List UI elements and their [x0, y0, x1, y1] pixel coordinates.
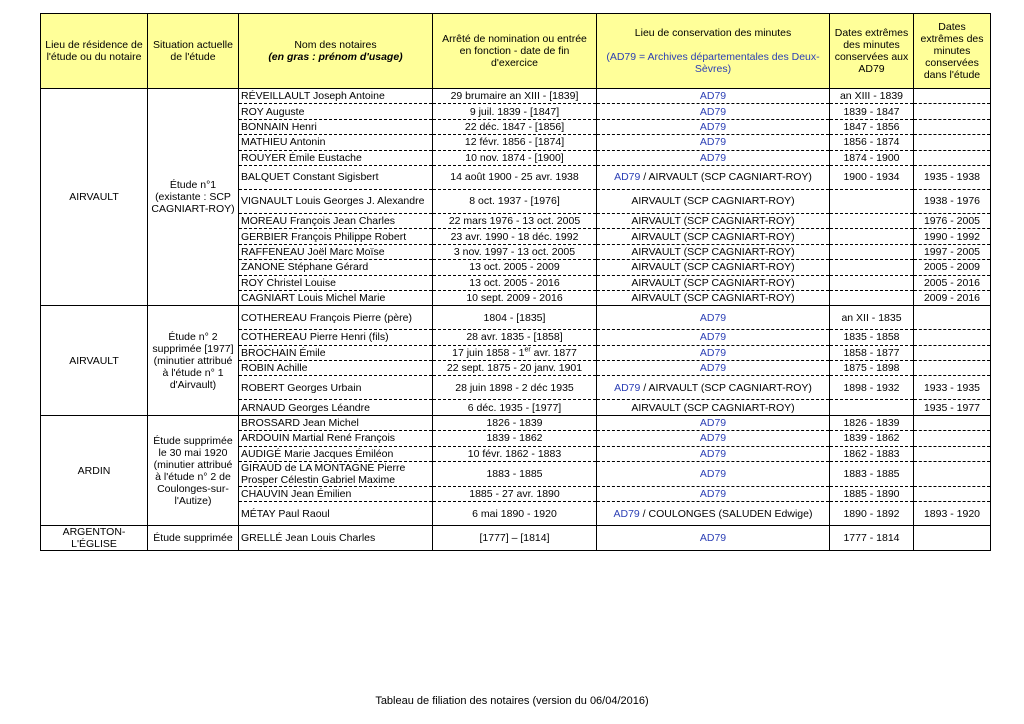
dates-ad79-cell: 1890 - 1892 [830, 502, 914, 526]
conservation-cell [597, 260, 830, 275]
header-noms [239, 14, 433, 89]
notaire-name: RAFFENEAU Joël Marc Moïse [239, 244, 433, 259]
table-row [41, 415, 991, 430]
situation-cell: Étude n° 2 supprimée [1977] (minutier attribué à l'étude n° 1 d'Airvault) [148, 306, 239, 416]
notaire-name: GIRAUD de LA MONTAGNE Pierre Prosper Célestin Gabriel Maxime [239, 462, 433, 487]
conservation-cell [597, 415, 830, 430]
conservation-cell [597, 446, 830, 461]
dates-etude-cell: 2005 - 2009 [914, 260, 991, 275]
notaire-name: ARDOUIN Martial René François [239, 431, 433, 446]
notaire-name: ROY Christel Louise [239, 275, 433, 290]
dates-ad79-cell: 1900 - 1934 [830, 165, 914, 189]
arrete-cell: 10 nov. 1874 - [1900] [433, 150, 597, 165]
ad79-label: AD79 [699, 417, 727, 430]
notaire-name: ROBIN Achille [239, 361, 433, 376]
arrete-cell: 13 oct. 2005 - 2016 [433, 275, 597, 290]
conservation-cell [597, 89, 830, 104]
conservation-place: AIRVAULT (SCP CAGNIART-ROY) [631, 195, 795, 208]
conservation-place: AIRVAULT (SCP CAGNIART-ROY) [631, 245, 795, 258]
dates-ad79-cell: 1885 - 1890 [830, 487, 914, 502]
dates-ad79-cell: 1875 - 1898 [830, 361, 914, 376]
notaire-name: BALQUET Constant Sigisbert [239, 165, 433, 189]
dates-ad79-cell [830, 260, 914, 275]
arrete-cell: 1883 - 1885 [433, 462, 597, 487]
dates-ad79-cell: 1847 - 1856 [830, 119, 914, 134]
dates-etude-cell: 1976 - 2005 [914, 213, 991, 228]
table-row [41, 306, 991, 330]
dates-ad79-cell: an XIII - 1839 [830, 89, 914, 104]
notaire-name: BROSSARD Jean Michel [239, 415, 433, 430]
conservation-place: AIRVAULT (SCP CAGNIART-ROY) [631, 292, 795, 305]
header-situation: Situation actuelle de l'étude [148, 14, 239, 89]
dates-ad79-cell: 1858 - 1877 [830, 345, 914, 360]
arrete-cell: 8 oct. 1937 - [1976] [433, 189, 597, 213]
lieu-cell: ARDIN [41, 415, 148, 526]
dates-etude-cell [914, 330, 991, 345]
ad79-label: AD79 [613, 507, 640, 520]
notaire-name: ROUYER Émile Eustache [239, 150, 433, 165]
dates-etude-cell [914, 431, 991, 446]
conservation-cell [597, 431, 830, 446]
situation-cell: Étude supprimée [148, 526, 239, 551]
ad79-label: AD79 [699, 432, 727, 445]
ad79-label: AD79 [699, 151, 727, 164]
conservation-cell [597, 213, 830, 228]
arrete-cell: 1826 - 1839 [433, 415, 597, 430]
dates-etude-cell: 1938 - 1976 [914, 189, 991, 213]
arrete-cell: 10 févr. 1862 - 1883 [433, 446, 597, 461]
conservation-cell [597, 361, 830, 376]
dates-ad79-cell: 1874 - 1900 [830, 150, 914, 165]
notaire-name: COTHEREAU François Pierre (père) [239, 306, 433, 330]
dates-ad79-cell [830, 213, 914, 228]
notaires-table [40, 13, 991, 551]
dates-etude-cell [914, 462, 991, 487]
conservation-cell [597, 150, 830, 165]
dates-ad79-cell: 1839 - 1847 [830, 104, 914, 119]
conservation-cell [597, 400, 830, 415]
header-arrete: Arrêté de nomination ou entrée en fonction - date de fin d'exercice [433, 14, 597, 89]
ad79-label: AD79 [699, 90, 727, 103]
dates-ad79-cell [830, 244, 914, 259]
notaire-name: AUDIGÉ Marie Jacques Émiléon [239, 446, 433, 461]
header-dates-etude: Dates extrêmes des minutes conservées dans l'étude [914, 14, 991, 89]
arrete-cell: 28 avr. 1835 - [1858] [433, 330, 597, 345]
situation-cell: Étude supprimée le 30 mai 1920 (minutier attribué à l'étude n° 2 de Coulonges-sur-l'Autize) [148, 415, 239, 526]
arrete-cell: 22 sept. 1875 - 20 janv. 1901 [433, 361, 597, 376]
ad79-label: AD79 [699, 136, 727, 149]
arrete-ordinal: er [524, 346, 531, 354]
arrete-cell: 13 oct. 2005 - 2009 [433, 260, 597, 275]
arrete-text-end: avr. 1877 [530, 346, 577, 359]
conservation-cell [597, 229, 830, 244]
dates-etude-cell [914, 487, 991, 502]
arrete-cell [433, 345, 597, 360]
ad79-label: AD79 [614, 171, 641, 184]
conservation-place: AIRVAULT (SCP CAGNIART-ROY) [631, 230, 795, 243]
situation-cell: Étude n°1 (existante : SCP CAGNIART-ROY) [148, 89, 239, 306]
dates-ad79-cell: 1835 - 1858 [830, 330, 914, 345]
ad79-label: AD79 [699, 120, 727, 133]
table-row [41, 526, 991, 551]
conservation-cell [597, 306, 830, 330]
ad79-label: AD79 [699, 346, 727, 359]
conservation-place: / AIRVAULT (SCP CAGNIART-ROY) [640, 381, 812, 394]
arrete-cell: 28 juin 1898 - 2 déc 1935 [433, 376, 597, 400]
dates-etude-cell [914, 306, 991, 330]
dates-ad79-cell: an XII - 1835 [830, 306, 914, 330]
conservation-cell [597, 526, 830, 551]
header-dates-ad79: Dates extrêmes des minutes conservées aux AD79 [830, 14, 914, 89]
lieu-cell: AIRVAULT [41, 89, 148, 306]
ad79-label: AD79 [699, 362, 727, 375]
dates-etude-cell: 1990 - 1992 [914, 229, 991, 244]
lieu-cell: ARGENTON-L'ÉGLISE [41, 526, 148, 551]
arrete-cell: 23 avr. 1990 - 18 déc. 1992 [433, 229, 597, 244]
notaire-name: COTHEREAU Pierre Henri (fils) [239, 330, 433, 345]
arrete-cell: [1777] – [1814] [433, 526, 597, 551]
header-conservation-title: Lieu de conservation des minutes [634, 27, 792, 39]
notaire-name: GERBIER François Philippe Robert [239, 229, 433, 244]
notaire-name: GRELLÉ Jean Louis Charles [239, 526, 433, 551]
dates-ad79-cell [830, 275, 914, 290]
dates-ad79-cell [830, 189, 914, 213]
dates-ad79-cell: 1856 - 1874 [830, 135, 914, 150]
dates-etude-cell [914, 89, 991, 104]
arrete-cell: 6 déc. 1935 - [1977] [433, 400, 597, 415]
header-row [41, 14, 991, 89]
conservation-cell [597, 345, 830, 360]
header-noms-title: Nom des notaires [294, 39, 377, 51]
arrete-cell: 9 juil. 1839 - [1847] [433, 104, 597, 119]
header-noms-note: (en gras : prénom d'usage) [268, 51, 403, 63]
conservation-cell [597, 376, 830, 400]
arrete-cell: 1839 - 1862 [433, 431, 597, 446]
notaire-name: MOREAU François Jean Charles [239, 213, 433, 228]
conservation-cell [597, 462, 830, 487]
conservation-place: AIRVAULT (SCP CAGNIART-ROY) [631, 276, 795, 289]
dates-etude-cell: 1997 - 2005 [914, 244, 991, 259]
conservation-place: AIRVAULT (SCP CAGNIART-ROY) [631, 261, 795, 274]
dates-etude-cell [914, 415, 991, 430]
arrete-text-start: 17 juin 1858 - 1 [452, 346, 525, 359]
conservation-cell [597, 189, 830, 213]
page-footer: Tableau de filiation des notaires (version du 06/04/2016) [375, 695, 649, 707]
conservation-cell [597, 119, 830, 134]
dates-etude-cell: 1933 - 1935 [914, 376, 991, 400]
conservation-place: AIRVAULT (SCP CAGNIART-ROY) [631, 401, 795, 414]
dates-etude-cell [914, 150, 991, 165]
header-conservation-note: (AD79 = Archives départementales des Deux-Sèvres) [606, 51, 820, 75]
notaire-name: CHAUVIN Jean Émilien [239, 487, 433, 502]
dates-etude-cell: 1935 - 1977 [914, 400, 991, 415]
notaire-name: BROCHAIN Émile [239, 345, 433, 360]
arrete-cell: 22 mars 1976 - 13 oct. 2005 [433, 213, 597, 228]
conservation-place: / AIRVAULT (SCP CAGNIART-ROY) [640, 171, 812, 184]
ad79-label: AD79 [699, 488, 727, 501]
dates-etude-cell [914, 104, 991, 119]
dates-etude-cell [914, 135, 991, 150]
dates-etude-cell [914, 361, 991, 376]
notaire-name: CAGNIART Louis Michel Marie [239, 290, 433, 305]
dates-etude-cell [914, 526, 991, 551]
notaire-name: VIGNAULT Louis Georges J. Alexandre [239, 189, 433, 213]
arrete-cell: 12 févr. 1856 - [1874] [433, 135, 597, 150]
conservation-place: AIRVAULT (SCP CAGNIART-ROY) [631, 215, 795, 228]
ad79-label: AD79 [699, 311, 727, 324]
notaire-name: ARNAUD Georges Léandre [239, 400, 433, 415]
notaire-name: MATHIEU Antonin [239, 135, 433, 150]
dates-ad79-cell [830, 290, 914, 305]
dates-etude-cell: 2005 - 2016 [914, 275, 991, 290]
ad79-label: AD79 [614, 381, 641, 394]
notaire-name: ROY Auguste [239, 104, 433, 119]
dates-ad79-cell: 1898 - 1932 [830, 376, 914, 400]
arrete-cell: 1804 - [1835] [433, 306, 597, 330]
dates-etude-cell [914, 446, 991, 461]
ad79-label: AD79 [699, 532, 727, 545]
dates-etude-cell: 2009 - 2016 [914, 290, 991, 305]
notaire-name: ROBERT Georges Urbain [239, 376, 433, 400]
conservation-cell [597, 165, 830, 189]
ad79-label: AD79 [699, 331, 727, 344]
dates-ad79-cell [830, 400, 914, 415]
conservation-cell [597, 502, 830, 526]
dates-ad79-cell: 1883 - 1885 [830, 462, 914, 487]
ad79-label: AD79 [699, 447, 727, 460]
dates-etude-cell [914, 119, 991, 134]
dates-ad79-cell: 1777 - 1814 [830, 526, 914, 551]
table-row [41, 89, 991, 104]
arrete-cell: 22 déc. 1847 - [1856] [433, 119, 597, 134]
conservation-cell [597, 275, 830, 290]
notaire-name: BONNAIN Henri [239, 119, 433, 134]
dates-etude-cell: 1935 - 1938 [914, 165, 991, 189]
notaire-name: MÉTAY Paul Raoul [239, 502, 433, 526]
conservation-cell [597, 135, 830, 150]
conservation-cell [597, 104, 830, 119]
dates-ad79-cell: 1839 - 1862 [830, 431, 914, 446]
dates-etude-cell [914, 345, 991, 360]
notaire-name: ZANONE Stéphane Gérard [239, 260, 433, 275]
lieu-cell: AIRVAULT [41, 306, 148, 416]
dates-ad79-cell [830, 229, 914, 244]
header-conservation [597, 14, 830, 89]
arrete-cell: 6 mai 1890 - 1920 [433, 502, 597, 526]
notaire-name: RÉVEILLAULT Joseph Antoine [239, 89, 433, 104]
arrete-cell: 29 brumaire an XIII - [1839] [433, 89, 597, 104]
conservation-cell [597, 487, 830, 502]
conservation-cell [597, 244, 830, 259]
header-lieu: Lieu de résidence de l'étude ou du notaire [41, 14, 148, 89]
conservation-cell [597, 290, 830, 305]
arrete-cell: 3 nov. 1997 - 13 oct. 2005 [433, 244, 597, 259]
arrete-cell: 1885 - 27 avr. 1890 [433, 487, 597, 502]
ad79-label: AD79 [699, 105, 727, 118]
arrete-cell: 14 août 1900 - 25 avr. 1938 [433, 165, 597, 189]
arrete-cell: 10 sept. 2009 - 2016 [433, 290, 597, 305]
table-body [41, 89, 991, 551]
dates-ad79-cell: 1862 - 1883 [830, 446, 914, 461]
conservation-place: / COULONGES (SALUDEN Edwige) [639, 507, 813, 520]
conservation-cell [597, 330, 830, 345]
dates-ad79-cell: 1826 - 1839 [830, 415, 914, 430]
dates-etude-cell: 1893 - 1920 [914, 502, 991, 526]
ad79-label: AD79 [699, 468, 727, 481]
